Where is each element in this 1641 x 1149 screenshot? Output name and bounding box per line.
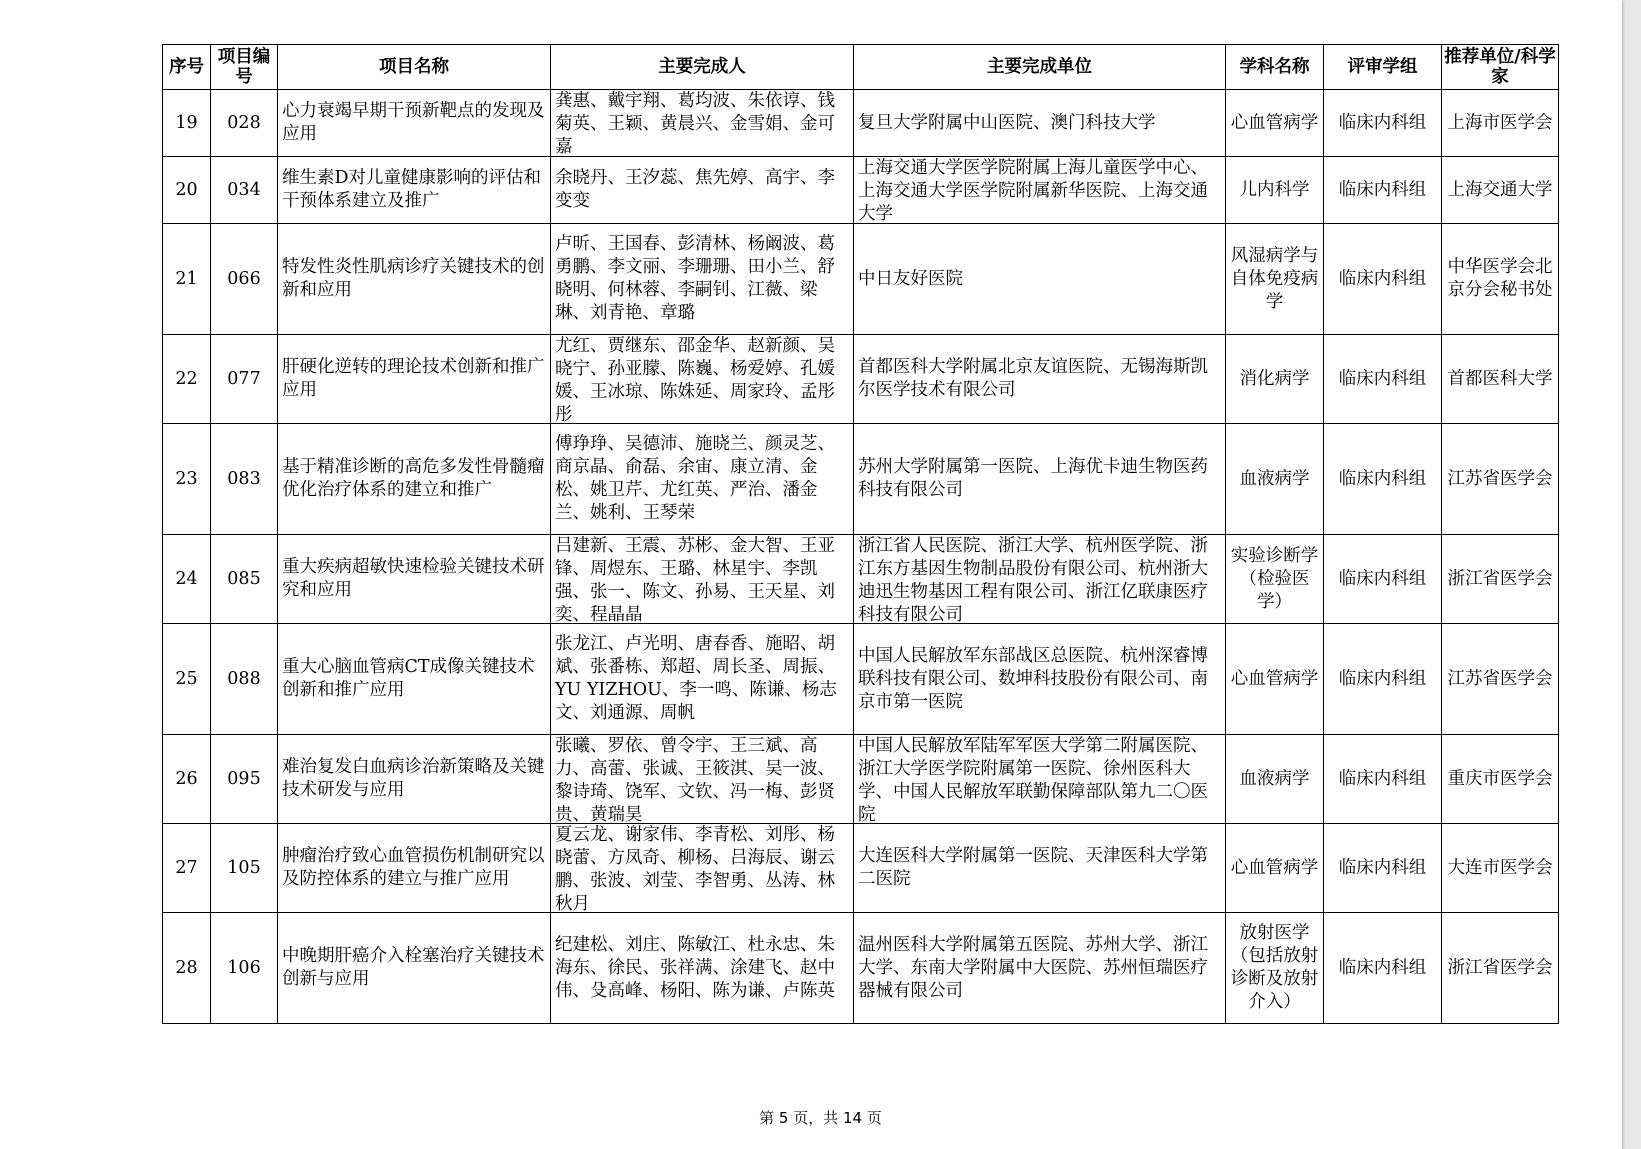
- row-index: 25: [163, 624, 211, 735]
- header-index: 序号: [163, 45, 211, 90]
- row-index: 24: [163, 535, 211, 624]
- row-recommender: 江苏省医学会: [1442, 624, 1559, 735]
- row-main-units: [854, 157, 1226, 224]
- table-row: [163, 913, 1559, 1024]
- header-discipline: 学科名称: [1226, 45, 1324, 90]
- row-recommender: 浙江省医学会: [1442, 913, 1559, 1024]
- page-number-footer: 第 5 页，共 14 页: [759, 1109, 882, 1127]
- row-main-contributors: 傅琤琤、吴德沛、施晓兰、颜灵芝、商京晶、俞磊、余宙、康立清、金松、姚卫芹、尤红英、严治、潘金兰、姚利、王琴荣: [551, 424, 854, 535]
- units-text: 浙江省人民医院、浙江大学、杭州医学院、浙江东方基因生物制品股份有限公司、杭州浙大迪迅生物基因工程有限公司、浙江亿联康医疗科技有限公司: [858, 536, 1208, 623]
- row-main-contributors: [551, 535, 854, 624]
- row-recommender: 浙江省医学会: [1442, 535, 1559, 624]
- row-review-group: 临床内科组: [1324, 913, 1442, 1024]
- discipline-text: 放射医学（包括放射诊断及放射介入）: [1230, 923, 1319, 1012]
- header-project-name: 项目名称: [278, 45, 551, 90]
- row-project-code: 066: [211, 224, 278, 335]
- row-project-code: 083: [211, 424, 278, 535]
- header-main-contributors: 主要完成人: [551, 45, 854, 90]
- table-row: [163, 735, 1559, 824]
- contributors-text: 龚惠、戴宇翔、葛均波、朱依谆、钱菊英、王颖、黄晨兴、金雪娟、金可嘉: [555, 91, 835, 156]
- row-main-units: 中日友好医院: [854, 224, 1226, 335]
- row-review-group: 临床内科组: [1324, 824, 1442, 913]
- row-main-contributors: 余晓丹、王汐蕊、焦先婷、高宇、李变变: [551, 157, 854, 224]
- row-main-units: [854, 535, 1226, 624]
- row-discipline: 心血管病学: [1226, 624, 1324, 735]
- row-project-name: 心力衰竭早期干预新靶点的发现及应用: [278, 90, 551, 157]
- row-project-name: 特发性炎性肌病诊疗关键技术的创新和应用: [278, 224, 551, 335]
- row-project-code: 105: [211, 824, 278, 913]
- row-main-units: 苏州大学附属第一医院、上海优卡迪生物医药科技有限公司: [854, 424, 1226, 535]
- row-review-group: 临床内科组: [1324, 624, 1442, 735]
- row-project-code: 095: [211, 735, 278, 824]
- row-project-name: 肝硬化逆转的理论技术创新和推广应用: [278, 335, 551, 424]
- table-row: [163, 335, 1559, 424]
- row-main-units: 首都医科大学附属北京友谊医院、无锡海斯凯尔医学技术有限公司: [854, 335, 1226, 424]
- row-review-group: 临床内科组: [1324, 535, 1442, 624]
- row-project-code: 085: [211, 535, 278, 624]
- row-project-code: 106: [211, 913, 278, 1024]
- table-row: [163, 224, 1559, 335]
- row-project-code: 034: [211, 157, 278, 224]
- row-index: 22: [163, 335, 211, 424]
- row-main-contributors: 纪建松、刘庄、陈敏江、杜永忠、朱海东、徐民、张祥满、涂建飞、赵中伟、殳高峰、杨阳、陈为谦、卢陈英: [551, 913, 854, 1024]
- row-review-group: 临床内科组: [1324, 424, 1442, 535]
- table-row: [163, 824, 1559, 913]
- row-project-code: 088: [211, 624, 278, 735]
- row-index: 28: [163, 913, 211, 1024]
- row-review-group: 临床内科组: [1324, 90, 1442, 157]
- row-main-contributors: [551, 335, 854, 424]
- row-index: 27: [163, 824, 211, 913]
- row-recommender: 上海交通大学: [1442, 157, 1559, 224]
- row-main-contributors: 卢昕、王国春、彭清林、杨阚波、葛勇鹏、李文丽、李珊珊、田小兰、舒晓明、何林蓉、李嗣钊、江薇、梁琳、刘青艳、章璐: [551, 224, 854, 335]
- row-project-name: 重大心脑血管病CT成像关键技术创新和推广应用: [278, 624, 551, 735]
- row-review-group: 临床内科组: [1324, 157, 1442, 224]
- row-recommender: 上海市医学会: [1442, 90, 1559, 157]
- row-recommender: 重庆市医学会: [1442, 735, 1559, 824]
- row-index: 19: [163, 90, 211, 157]
- row-discipline: 心血管病学: [1226, 824, 1324, 913]
- header-recommender: 推荐单位/科学家: [1442, 45, 1559, 90]
- row-main-contributors: [551, 735, 854, 824]
- row-discipline: 心血管病学: [1226, 90, 1324, 157]
- row-index: 20: [163, 157, 211, 224]
- row-discipline: 儿内科学: [1226, 157, 1324, 224]
- row-main-units: 温州医科大学附属第五医院、苏州大学、浙江大学、东南大学附属中大医院、苏州恒瑞医疗器械有限公司: [854, 913, 1226, 1024]
- row-review-group: 临床内科组: [1324, 335, 1442, 424]
- row-recommender: 江苏省医学会: [1442, 424, 1559, 535]
- row-project-name: 难治复发白血病诊治新策略及关键技术研发与应用: [278, 735, 551, 824]
- row-main-units: 大连医科大学附属第一医院、天津医科大学第二医院: [854, 824, 1226, 913]
- row-project-code: 077: [211, 335, 278, 424]
- header-project-code: 项目编号: [211, 45, 278, 90]
- table-row: [163, 157, 1559, 224]
- row-project-name: 基于精准诊断的高危多发性骨髓瘤优化治疗体系的建立和推广: [278, 424, 551, 535]
- table-header-row: [163, 45, 1559, 90]
- table-row: [163, 424, 1559, 535]
- row-recommender: 大连市医学会: [1442, 824, 1559, 913]
- row-project-code: 028: [211, 90, 278, 157]
- contributors-text: 吕建新、王震、苏彬、金大智、王亚锋、周煜东、王璐、林星宇、李凯强、张一、陈文、孙易、王天星、刘奕、程晶晶: [555, 536, 835, 623]
- row-main-units: 中国人民解放军东部战区总医院、杭州深睿博联科技有限公司、数坤科技股份有限公司、南京市第一医院: [854, 624, 1226, 735]
- row-index: 21: [163, 224, 211, 335]
- table-row: [163, 535, 1559, 624]
- row-discipline: 实验诊断学（检验医学）: [1226, 535, 1324, 624]
- row-recommender: 首都医科大学: [1442, 335, 1559, 424]
- row-discipline: 血液病学: [1226, 735, 1324, 824]
- row-main-contributors: 张龙江、卢光明、唐春香、施昭、胡斌、张番栋、郑超、周长圣、周振、YU YIZHOU、李一鸣、陈谦、杨志文、刘通源、周帆: [551, 624, 854, 735]
- row-project-name: 维生素D对儿童健康影响的评估和干预体系建立及推广: [278, 157, 551, 224]
- row-discipline: [1226, 913, 1324, 1024]
- header-main-units: 主要完成单位: [854, 45, 1226, 90]
- row-index: 23: [163, 424, 211, 535]
- table-row: [163, 90, 1559, 157]
- award-project-table: [162, 44, 1559, 1024]
- row-discipline: 风湿病学与自体免疫病学: [1226, 224, 1324, 335]
- row-project-name: 重大疾病超敏快速检验关键技术研究和应用: [278, 535, 551, 624]
- units-text: 上海交通大学医学院附属上海儿童医学中心、上海交通大学医学院附属新华医院、上海交通大学: [858, 158, 1208, 223]
- row-main-contributors: [551, 90, 854, 157]
- row-project-name: 肿瘤治疗致心血管损伤机制研究以及防控体系的建立与推广应用: [278, 824, 551, 913]
- row-review-group: 临床内科组: [1324, 735, 1442, 824]
- contributors-text: 尤红、贾继东、邵金华、赵新颜、吴晓宁、孙亚朦、陈巍、杨爱婷、孔媛媛、王冰琼、陈姝延、周家玲、孟彤彤: [555, 336, 835, 423]
- header-review-group: 评审学组: [1324, 45, 1442, 90]
- row-main-contributors: [551, 824, 854, 913]
- row-main-units: 复旦大学附属中山医院、澳门科技大学: [854, 90, 1226, 157]
- table-row: [163, 624, 1559, 735]
- row-discipline: 血液病学: [1226, 424, 1324, 535]
- contributors-text: 夏云龙、谢家伟、李青松、刘彤、杨晓蕾、方凤奇、柳杨、吕海辰、谢云鹏、张波、刘莹、李智勇、丛涛、林秋月: [555, 825, 835, 912]
- row-index: 26: [163, 735, 211, 824]
- units-text: 中国人民解放军陆军军医大学第二附属医院、浙江大学医学院附属第一医院、徐州医科大学、中国人民解放军联勤保障部队第九二〇医院: [858, 736, 1208, 823]
- contributors-text: 张曦、罗依、曾令宇、王三斌、高力、高蕾、张诚、王筱淇、吴一波、黎诗琦、饶军、文钦、冯一梅、彭贤贵、黄瑞昊: [555, 736, 835, 823]
- row-discipline: 消化病学: [1226, 335, 1324, 424]
- row-recommender: 中华医学会北京分会秘书处: [1442, 224, 1559, 335]
- row-review-group: 临床内科组: [1324, 224, 1442, 335]
- row-project-name: 中晚期肝癌介入栓塞治疗关键技术创新与应用: [278, 913, 551, 1024]
- row-main-units: [854, 735, 1226, 824]
